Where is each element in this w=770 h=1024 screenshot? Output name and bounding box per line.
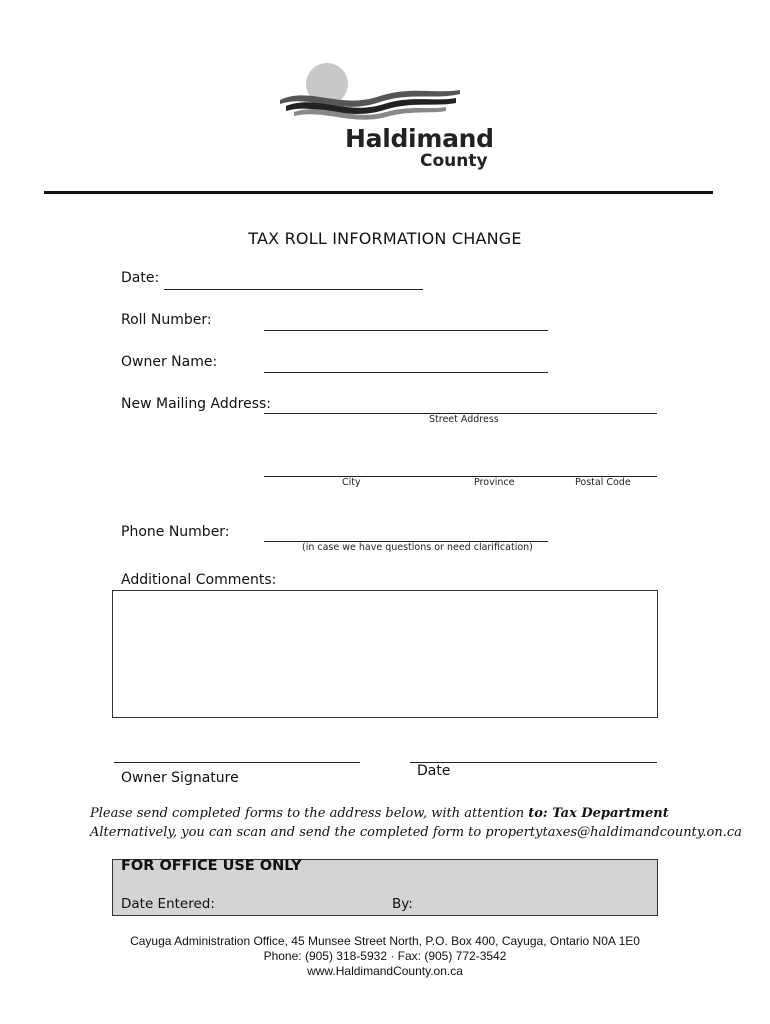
date-entered-label: Date Entered:: [121, 896, 215, 912]
instructions-line2: Alternatively, you can scan and send the completed form to propertytaxes@haldimandcounty.on.ca: [90, 825, 742, 840]
postal-code-caption: Postal Code: [575, 477, 631, 488]
phone-number-label: Phone Number:: [121, 524, 230, 540]
roll-number-field[interactable]: [264, 330, 548, 331]
owner-name-label: Owner Name:: [121, 354, 218, 370]
roll-number-label: Roll Number:: [121, 312, 212, 328]
city-caption: City: [342, 477, 361, 488]
logo-name-haldimand: Haldimand: [345, 124, 494, 153]
logo-name-county: County: [420, 151, 488, 171]
phone-caption: (in case we have questions or need clarification): [302, 542, 533, 553]
owner-signature-label: Owner Signature: [121, 770, 239, 786]
comments-label: Additional Comments:: [121, 572, 277, 588]
haldimand-logo-icon: [270, 60, 470, 126]
instructions-emphasis: to: Tax Department: [528, 806, 669, 821]
header-divider: [44, 191, 713, 194]
mailing-address-label: New Mailing Address:: [121, 396, 271, 412]
entered-by-label: By:: [392, 896, 413, 912]
footer-address: Cayuga Administration Office, 45 Munsee Street North, P.O. Box 400, Cayuga, Ontario N0A 1E0: [130, 934, 640, 948]
owner-signature-line[interactable]: [114, 762, 360, 763]
date-field[interactable]: [164, 289, 423, 290]
street-address-caption: Street Address: [429, 414, 499, 425]
date-label: Date:: [121, 270, 160, 286]
signature-date-label: Date: [417, 763, 451, 779]
province-caption: Province: [474, 477, 515, 488]
comments-box[interactable]: [112, 590, 658, 718]
instructions-line1: [90, 806, 669, 821]
footer-phone: Phone: (905) 318-5932 · Fax: (905) 772-3542: [263, 949, 507, 963]
office-use-title: FOR OFFICE USE ONLY: [121, 858, 302, 874]
footer-website[interactable]: www.HaldimandCounty.on.ca: [307, 964, 463, 978]
owner-name-field[interactable]: [264, 372, 548, 373]
form-title: TAX ROLL INFORMATION CHANGE: [248, 229, 522, 248]
instructions-prefix: Please send completed forms to the address below, with attention: [90, 806, 529, 821]
